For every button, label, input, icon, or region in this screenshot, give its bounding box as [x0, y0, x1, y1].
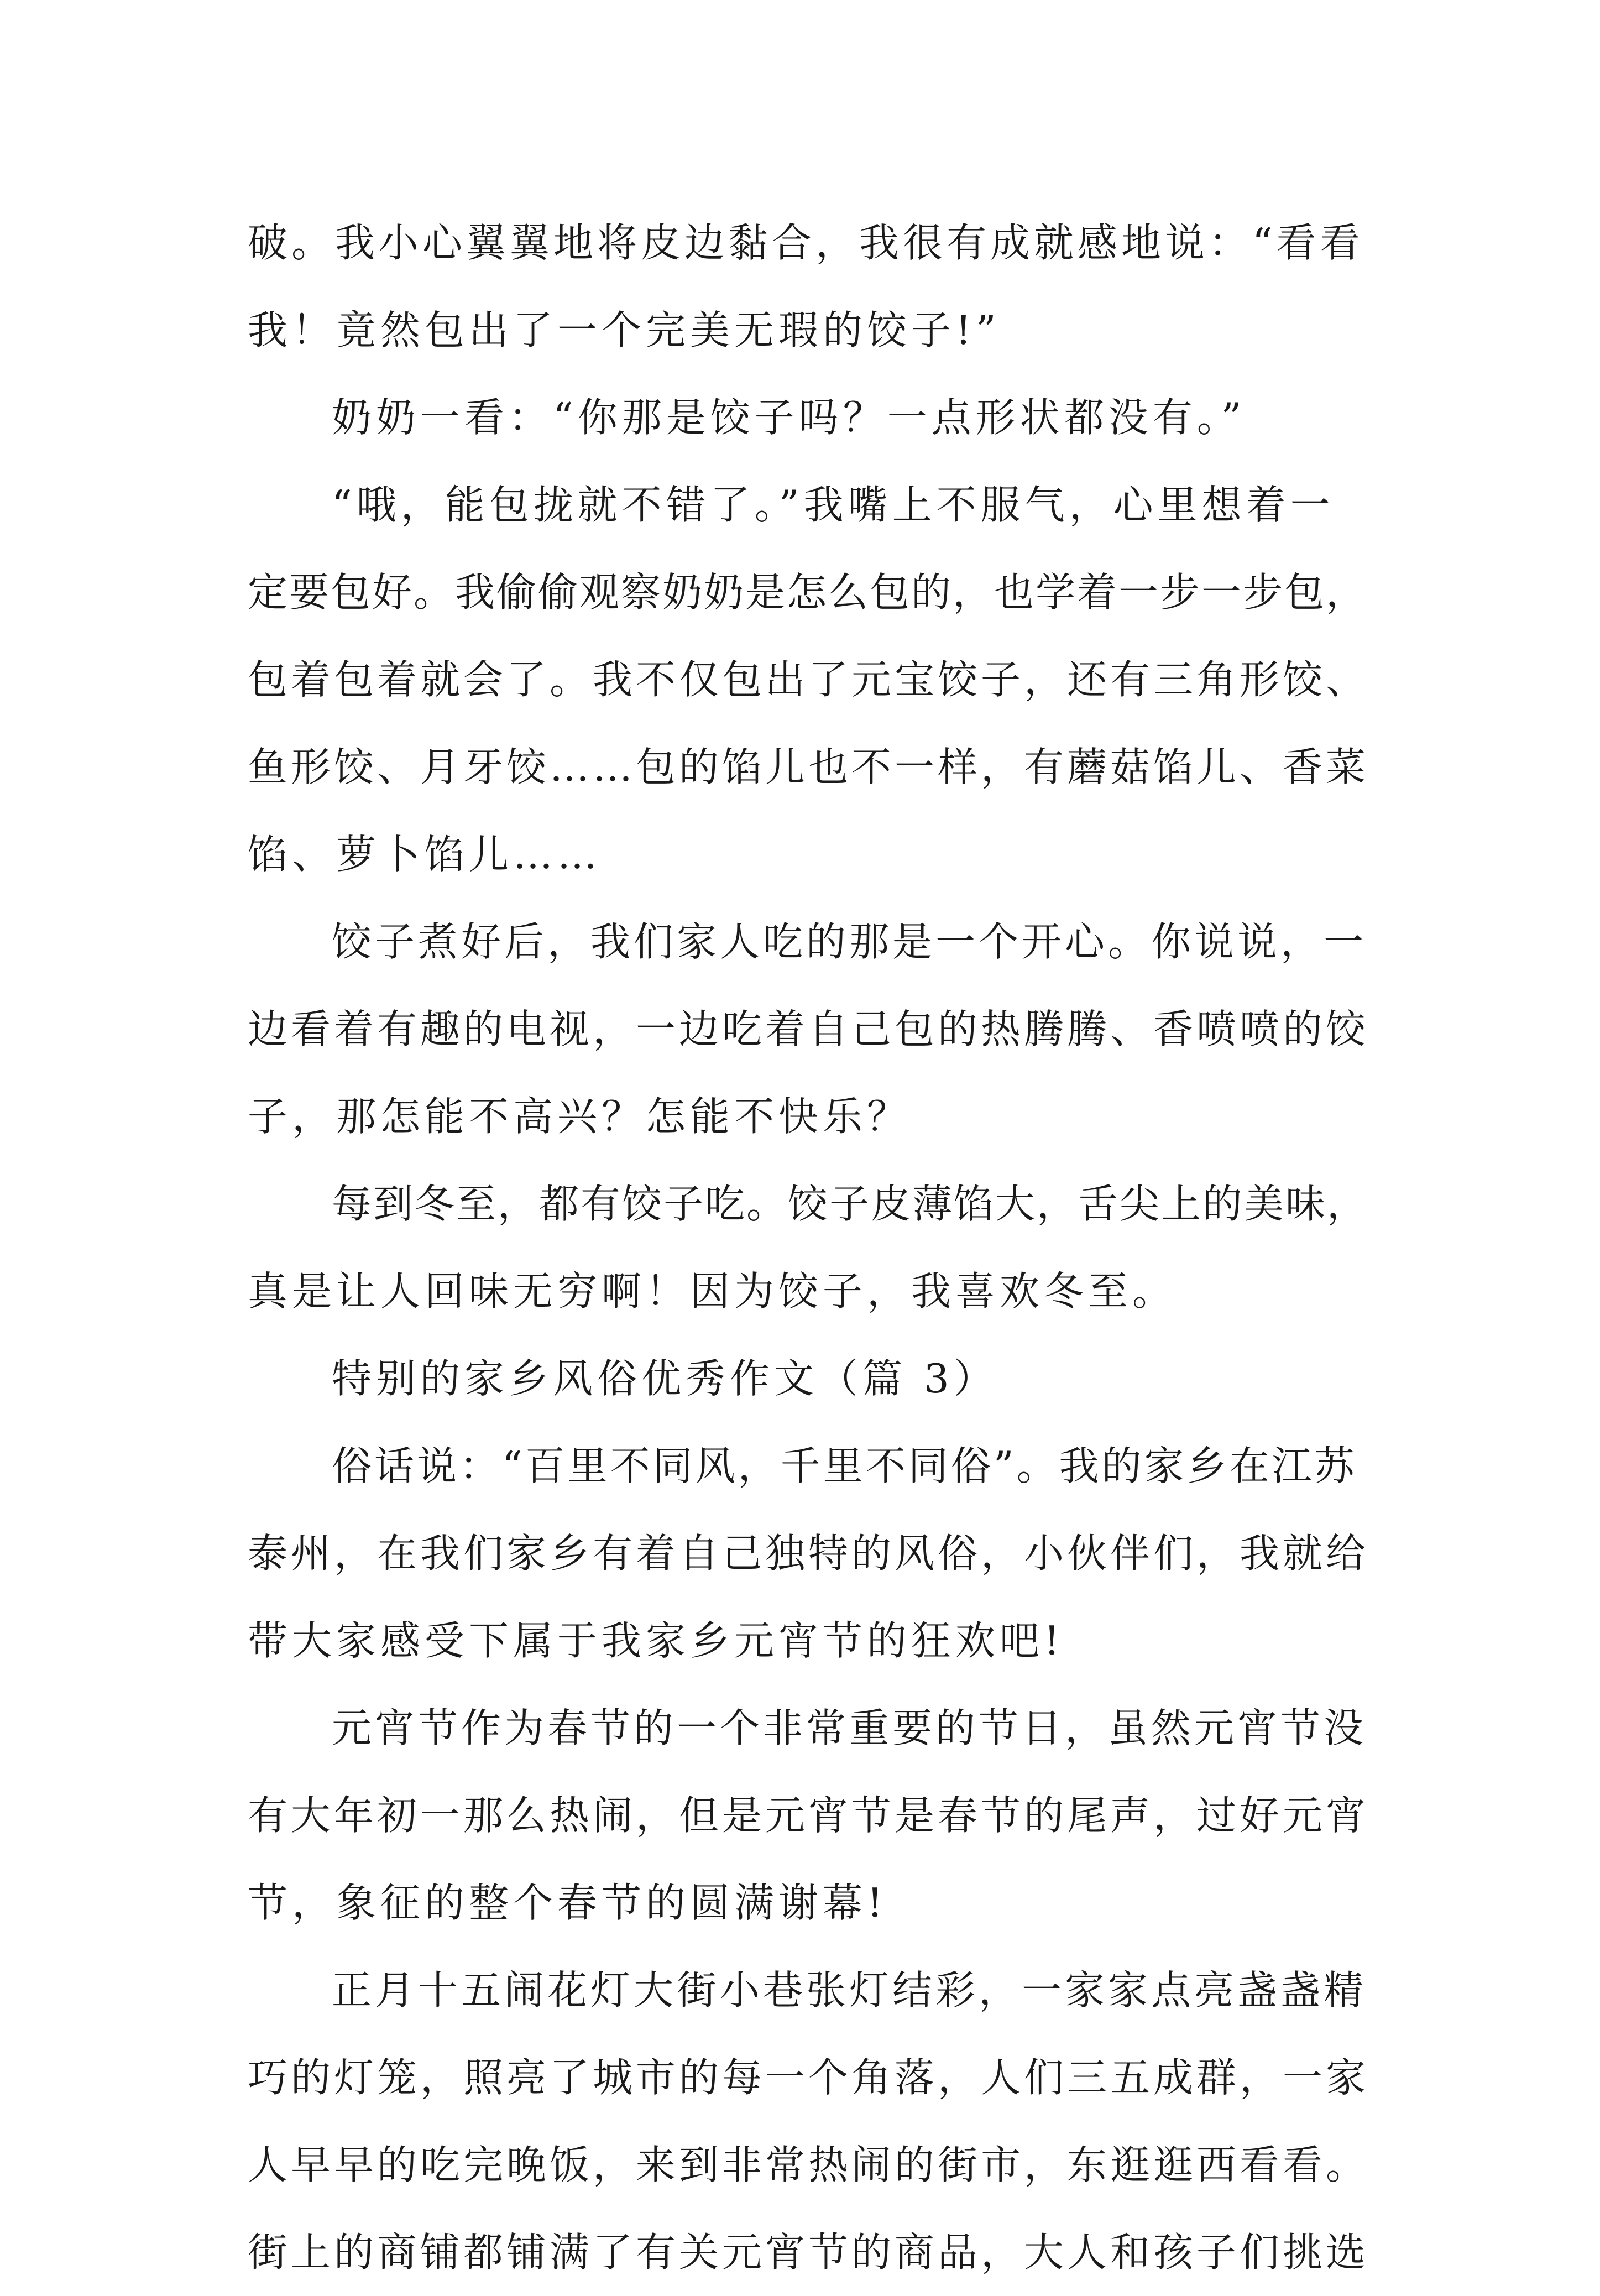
- text-line: 鱼形饺、月牙饺……包的馅儿也不一样，有蘑菇馅儿、香菜: [248, 744, 1369, 790]
- text-line: 人早早的吃完晚饭，来到非常热闹的街市，东逛逛西看看。: [248, 2142, 1369, 2188]
- text-line: 每到冬至，都有饺子吃。饺子皮薄馅大，舌尖上的美味，: [332, 1181, 1369, 1227]
- text-line: 泰州，在我们家乡有着自己独特的风俗，小伙伴们，我就给: [248, 1530, 1369, 1577]
- text-line: 特别的家乡风俗优秀作文（篇 3）: [332, 1355, 998, 1402]
- text-line: 定要包好。我偷偷观察奶奶是怎么包的，也学着一步一步包，: [248, 569, 1368, 615]
- text-line: 子，那怎能不高兴？怎能不快乐？: [248, 1093, 912, 1140]
- text-line: 饺子煮好后，我们家人吃的那是一个开心。你说说，一: [332, 919, 1367, 965]
- text-line: 有大年初一那么热闹，但是元宵节是春节的尾声，过好元宵: [248, 1792, 1369, 1839]
- text-line: 我！竟然包出了一个完美无瑕的饺子!”: [248, 307, 1001, 353]
- text-line: 馅、萝卜馅儿……: [248, 831, 602, 878]
- text-line: 元宵节作为春节的一个非常重要的节日，虽然元宵节没: [332, 1705, 1367, 1751]
- text-line: 俗话说：“百里不同风，千里不同俗”。我的家乡在江苏: [332, 1443, 1357, 1489]
- document-body: [248, 199, 1370, 2296]
- text-line: 真是让人回味无穷啊！因为饺子，我喜欢冬至。: [248, 1268, 1177, 1314]
- text-line: 包着包着就会了。我不仅包出了元宝饺子，还有三角形饺、: [248, 656, 1369, 703]
- text-line: 边看着有趣的电视，一边吃着自己包的热腾腾、香喷喷的饺: [248, 1006, 1369, 1052]
- text-line: 巧的灯笼，照亮了城市的每一个角落，人们三五成群，一家: [248, 2054, 1369, 2101]
- text-line: 街上的商铺都铺满了有关元宵节的商品，大人和孩子们挑选: [248, 2229, 1369, 2276]
- text-line: 节，象征的整个春节的圆满谢幕!: [248, 1880, 887, 1926]
- text-line: “哦，能包拢就不错了。”我嘴上不服气，心里想着一: [332, 482, 1335, 528]
- text-line: 正月十五闹花灯大街小巷张灯结彩，一家家点亮盏盏精: [332, 1967, 1367, 2013]
- text-line: 带大家感受下属于我家乡元宵节的狂欢吧!: [248, 1617, 1064, 1664]
- text-line: 破。我小心翼翼地将皮边黏合，我很有成就感地说：“看看: [248, 220, 1364, 266]
- text-line: 奶奶一看：“你那是饺子吗？一点形状都没有。”: [332, 394, 1246, 441]
